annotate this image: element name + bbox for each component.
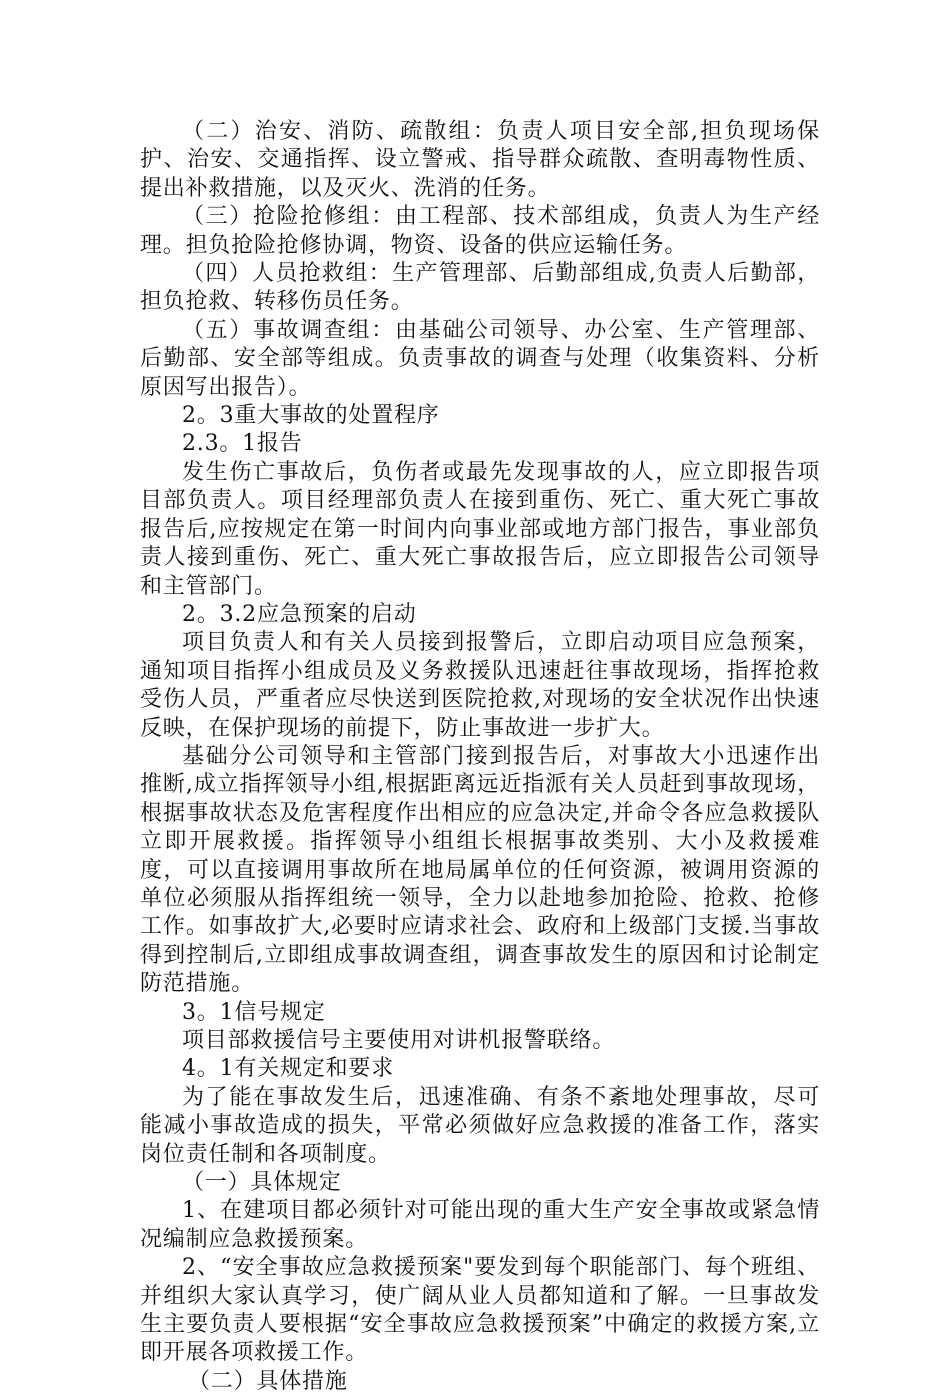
- heading-specific-measures: （二）具体措施: [188, 1368, 348, 1394]
- paragraph-rule-1: 1、在建项目都必须针对可能出现的重大生产安全事故或紧急情况编制应急救援预案。: [140, 1198, 820, 1252]
- paragraph-rule-2: 2、“安全事故应急救援预案"要发到每个职能部门、每个班组、并组织大家认真学习，使广阔从业人员都知道和了解。一旦事故发生主要负责人要根据“安全事故应急救援预案”中确定的救援方案,立即开展各项救援工作。: [140, 1255, 820, 1366]
- paragraph-plan-activation: 项目负责人和有关人员接到报警后，立即启动项目应急预案，通知项目指挥小组成员及义务救援队迅速赶往事故现场，指挥抢救受伤人员，严重者应尽快送到医院抢救,对现场的安全状况作出快速反映，在保护现场的前提下，防止事故进一步扩大。: [140, 630, 820, 741]
- heading-emergency-plan-activation: 2。3.2应急预案的启动: [182, 601, 417, 627]
- document-body: [140, 118, 820, 1396]
- heading-report: 2.3。1报告: [182, 431, 303, 457]
- heading-signal-rules: 3。1信号规定: [182, 999, 326, 1025]
- paragraph-personnel-rescue-group: （四）人员抢救组：生产管理部、后勤部组成,负责人后勤部，担负抢救、转移伤员任务。: [140, 261, 820, 315]
- paragraph-report-procedure: 发生伤亡事故后，负伤者或最先发现事故的人，应立即报告项目部负责人。项目经理部负责人在接到重伤、死亡、重大死亡事故报告后,应按规定在第一时间内向事业部或地方部门报告，事业部负责人接到重伤、死亡、重大死亡事故报告后，应立即报告公司领导和主管部门。: [140, 459, 820, 599]
- heading-rules-requirements: 4。1有关规定和要求: [182, 1056, 394, 1082]
- heading-specific-rules: （一）具体规定: [182, 1170, 342, 1196]
- heading-major-accident-procedure: 2。3重大事故的处置程序: [182, 403, 440, 429]
- paragraph-signal-rules: 项目部救援信号主要使用对讲机报警联络。: [182, 1028, 616, 1053]
- paragraph-investigation-group: （五）事故调查组：由基础公司领导、办公室、生产管理部、后勤部、安全部等组成。负责事故的调查与处理（收集资料、分析原因写出报告）。: [140, 317, 820, 400]
- paragraph-rescue-repair-group: （三）抢险抢修组：由工程部、技术部组成，负责人为生产经理。担负抢险抢修协调，物资、设备的供应运输任务。: [140, 204, 820, 258]
- paragraph-rules-requirements: 为了能在事故发生后，迅速准确、有条不紊地处理事故，尽可能减小事故造成的损失，平常必须做好应急救援的准备工作，落实岗位责任制和各项制度。: [140, 1084, 820, 1167]
- paragraph-branch-leadership-response: 基础分公司领导和主管部门接到报告后，对事故大小迅速作出推断,成立指挥领导小组,根据距离远近指派有关人员赶到事故现场，根据事故状态及危害程度作出相应的应急决定,并命令各应急救援队立即开展救援。指挥领导小组组长根据事故类别、大小及救援难度，可以直接调用事故所在地局属单位的任何资源，被调用资源的单位必须服从指挥组统一领导，全力以赴地参加抢险、抢救、抢修工作。如事故扩大,必要时应请求社会、政府和上级部门支援.当事故得到控制后,立即组成事故调查组，调查事故发生的原因和讨论制定防范措施。: [140, 743, 820, 997]
- paragraph-security-fire-evacuation-group: （二）治安、消防、疏散组：负责人项目安全部,担负现场保护、治安、交通指挥、设立警戒、指导群众疏散、查明毒物性质、提出补救措施，以及灭火、洗消的任务。: [140, 119, 820, 201]
